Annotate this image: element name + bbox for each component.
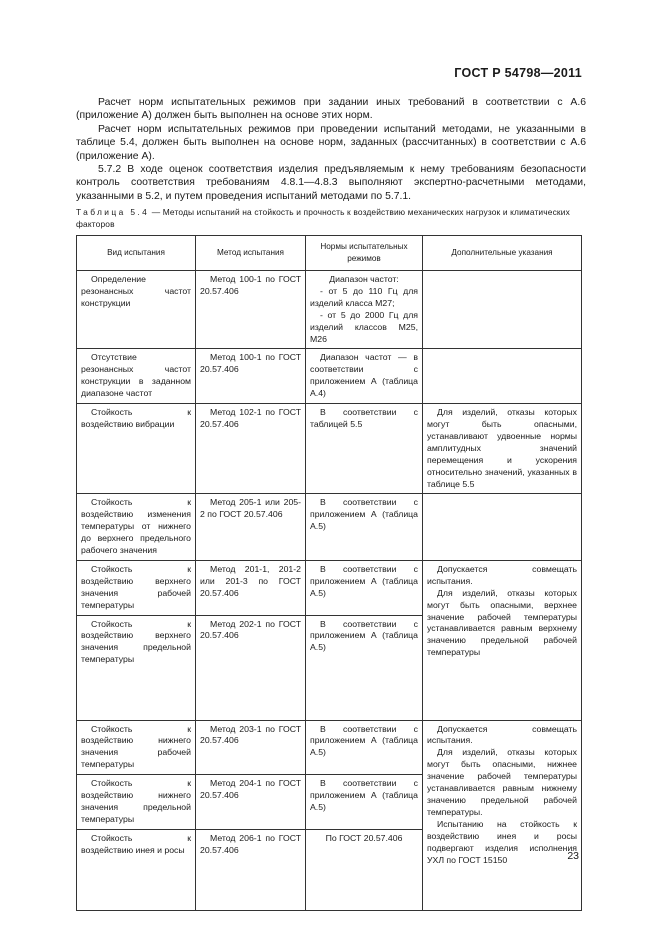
test-type-cell: Стойкость к воздействию инея и росы xyxy=(77,829,196,910)
norms-cell: В соответствии с таблицей 5.5 xyxy=(306,404,423,494)
column-header-method: Метод испытания xyxy=(196,236,306,271)
test-type-cell: Стойкость к воздействию изменения температуры от нижнего до верхнего предельного рабочего значения xyxy=(77,494,196,561)
notes-cell xyxy=(423,494,582,561)
test-type-cell: Стойкость к воздействию верхнего значения рабочей температуры xyxy=(77,560,196,615)
notes-cell xyxy=(423,271,582,349)
method-cell: Метод 202-1 по ГОСТ 20.57.406 xyxy=(196,615,306,720)
table-header-row xyxy=(77,236,582,271)
intro-paragraph-2: Расчет норм испытательных режимов при проведении испытаний методами, не указанными в таблице 5.4, должен быть выполнен на основе норм, заданных (рассчитанных) в соответствии с А.6 (приложение А). xyxy=(76,123,586,162)
norms-cell: В соответствии с приложением А (таблица А.5) xyxy=(306,775,423,830)
table-caption-number: Таблица 5.4 xyxy=(76,207,150,217)
table-row xyxy=(77,271,582,349)
table-row xyxy=(77,720,582,775)
method-cell: Метод 100-1 по ГОСТ 20.57.406 xyxy=(196,271,306,349)
table-row xyxy=(77,494,582,561)
norms-cell: По ГОСТ 20.57.406 xyxy=(306,829,423,910)
table-row xyxy=(77,560,582,615)
norms-cell: В соответствии с приложением А (таблица А.5) xyxy=(306,615,423,720)
test-type-cell: Стойкость к воздействию верхнего значения предельной температуры xyxy=(77,615,196,720)
method-cell: Метод 205-1 или 205-2 по ГОСТ 20.57.406 xyxy=(196,494,306,561)
page-number: 23 xyxy=(567,850,579,862)
table-caption xyxy=(76,206,586,230)
intro-paragraph-3: 5.7.2 В ходе оценок соответствия изделия предъявляемым к нему требованиям безопасности контроль соответствия требованиям 4.8.1—4.8.3 выполняют экспертно-расчетными методами, указанными в 5.2, и путем проведения испытаний методами по 5.7.1. xyxy=(76,164,586,202)
norms-cell: Диапазон частот — в соответствии с приложением А (таблица А.4) xyxy=(306,349,423,404)
norms-cell: В соответствии с приложением А (таблица А.5) xyxy=(306,720,423,775)
method-cell: Метод 203-1 по ГОСТ 20.57.406 xyxy=(196,720,306,775)
column-header-notes: Дополнительные указания xyxy=(423,236,582,271)
norms-cell: Диапазон частот: - от 5 до 110 Гц для изделий класса М27; - от 5 до 2000 Гц для изделий классов М25, М26 xyxy=(306,271,423,349)
column-header-test-type: Вид испытания xyxy=(77,236,196,271)
notes-cell xyxy=(423,349,582,404)
intro-paragraph-1: Расчет норм испытательных режимов при задании иных требований в соответствии с А.6 (приложение А) должен быть выполнен на основе этих норм. xyxy=(76,97,586,122)
column-header-norms: Нормы испытательных режимов xyxy=(306,236,423,271)
table-row xyxy=(77,404,582,494)
method-cell: Метод 102-1 по ГОСТ 20.57.406 xyxy=(196,404,306,494)
table-caption-text: — Методы испытаний на стойкость и прочность к воздействию механических нагрузок и климатических факторов xyxy=(76,207,570,229)
method-cell: Метод 201-1, 201-2 или 201-3 по ГОСТ 20.57.406 xyxy=(196,560,306,615)
test-type-cell: Стойкость к воздействию вибрации xyxy=(77,404,196,494)
document-header: ГОСТ Р 54798—2011 xyxy=(454,66,582,80)
method-cell: Метод 204-1 по ГОСТ 20.57.406 xyxy=(196,775,306,830)
method-cell: Метод 100-1 по ГОСТ 20.57.406 xyxy=(196,349,306,404)
notes-cell-merged: Допускается совмещать испытания. Для изделий, отказы которых могут быть опасными, верхнее значение рабочей температуры устанавливается равным верхнему значению предельной рабочей температуры xyxy=(423,560,582,720)
test-type-cell: Стойкость к воздействию нижнего значения рабочей температуры xyxy=(77,720,196,775)
test-type-cell: Отсутствие резонансных частот конструкции в заданном диапазоне частот xyxy=(77,349,196,404)
intro-text xyxy=(76,96,586,203)
norms-cell: В соответствии с приложением А (таблица А.5) xyxy=(306,560,423,615)
notes-cell: Для изделий, отказы которых могут быть опасными, устанавливают удвоенные нормы амплитудных значений перемещения и ускорения относительно значений, указанных в таблице 5.5 xyxy=(423,404,582,494)
test-methods-table xyxy=(76,235,582,911)
method-cell: Метод 206-1 по ГОСТ 20.57.406 xyxy=(196,829,306,910)
test-type-cell: Определение резонансных частот конструкции xyxy=(77,271,196,349)
table-row xyxy=(77,349,582,404)
test-type-cell: Стойкость к воздействию нижнего значения предельной температуры xyxy=(77,775,196,830)
norms-cell: В соответствии с приложением А (таблица А.5) xyxy=(306,494,423,561)
notes-cell-merged: Допускается совмещать испытания. Для изделий, отказы которых могут быть опасными, нижнее значение рабочей температуры устанавливается равным нижнему значению предельной рабочей температуры. Испытанию на стойкость к воздействию инея и росы подвергают изделия исполнения УХЛ по ГОСТ 15150 xyxy=(423,720,582,910)
